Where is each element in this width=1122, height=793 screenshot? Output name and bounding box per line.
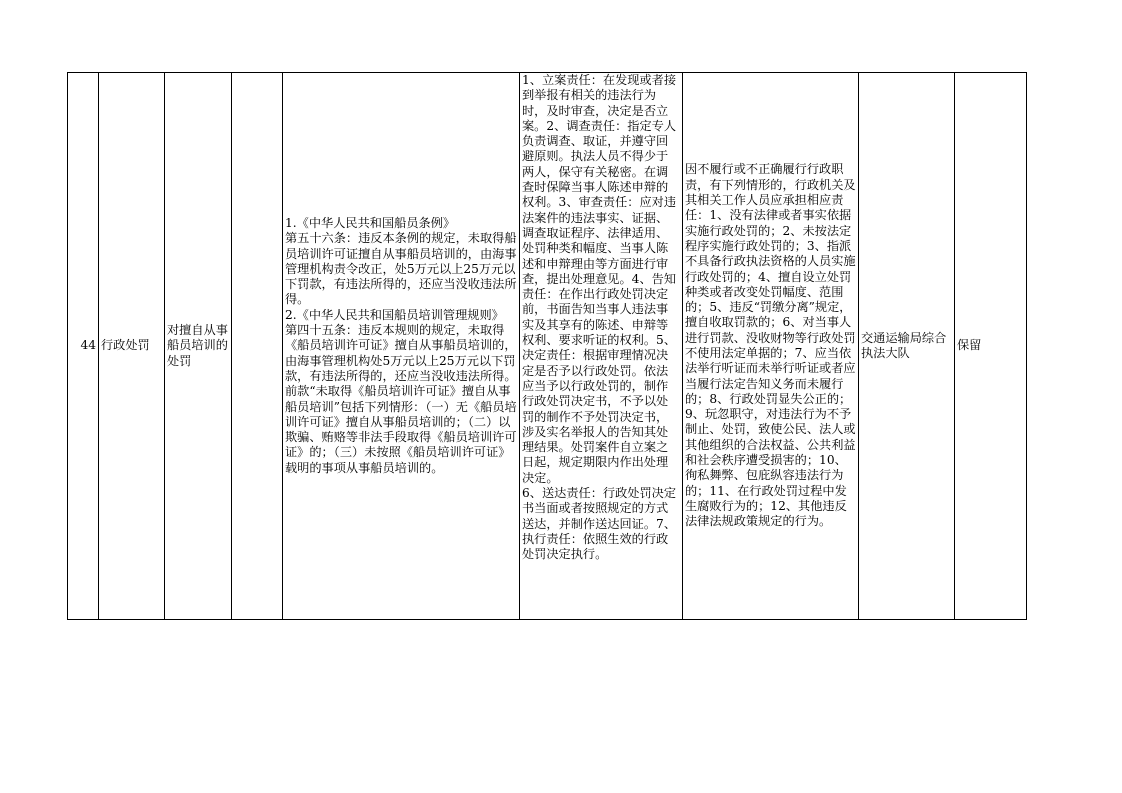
responsibility-paragraph: 1、立案责任：在发现或者接到举报有相关的违法行为时，及时审查，决定是否立案。2、调查责任：指定专人负责调查、取证，并遵守回避原则。执法人员不得少于两人，保守有关秘密。在调查时保障当事人陈述申辩的权利。3、审查责任：应对违法案件的违法事实、证据、调查取证程序、法律适用、处罚种类和幅度、当事人陈述和申辩理由等方面进行审查，提出处理意见。4、告知责任：在作出行政处罚决定前，书面告知当事人违法事实及其享有的陈述、申辩等权利、要求听证的权利。5、决定责任：根据审理情况决定是否予以行政处罚。依法应当予以行政处罚的，制作行政处罚决定书，不予以处罚的制作不予处罚决定书，涉及实名举报人的告知其处理结果。处罚案件自立案之日起，规定期限内作出处理决定。: [522, 73, 677, 485]
legal-basis-line: 2.《中华人民共和国船员培训管理规则》: [285, 307, 504, 322]
implementing-body: 交通运输局综合执法大队: [859, 73, 955, 620]
sub-item-cell: [232, 73, 283, 620]
legal-basis-line: 第四十五条：违反本规则的规定，未取得《船员培训许可证》擅自从事船员培训的，由海事管理机构处5万元以上25万元以下罚款，有违法所得的，还应当没收违法所得。: [285, 323, 517, 383]
power-category: 行政处罚: [99, 73, 165, 620]
liability-cell: 因不履行或不正确履行行政职责，有下列情形的，行政机关及其相关工作人员应承担相应责任：1、没有法律或者事实依据实施行政处罚的；2、未按法定程序实施行政处罚的；3、指派不具备行政执法资格的人员实施行政处罚的；4、擅自设立处罚种类或者改变处罚幅度、范围的；5、违反“罚缴分离”规定，擅自收取罚款的；6、对当事人进行罚款、没收财物等行政处罚不使用法定单据的；7、应当依法举行听证而未举行听证或者应当履行法定告知义务而未履行的；8、行政处罚显失公正的；9、玩忽职守，对违法行为不予制止、处罚，致使公民、法人或其他组织的合法权益、公共利益和社会秩序遭受损害的；10、徇私舞弊、包庇纵容违法行为的；11、在行政处罚过程中发生腐败行为的；12、其他违反法律法规政策规定的行为。: [683, 73, 859, 620]
row-index: 44: [68, 73, 99, 620]
item-status: 保留: [955, 73, 1027, 620]
responsibility-cell: [520, 73, 683, 620]
table-row: [68, 73, 1027, 620]
power-list-sheet: [67, 72, 1026, 620]
responsibility-text: [522, 73, 680, 619]
legal-basis-line: 1.《中华人民共和国船员条例》: [285, 215, 456, 230]
legal-basis-line: 第五十六条：违反本条例的规定，未取得船员培训许可证擅自从事船员培训的，由海事管理机构责令改正，处5万元以上25万元以下罚款，有违法所得的，还应当没收违法所得。: [285, 231, 517, 307]
power-list-table: [67, 72, 1027, 620]
power-item-name: 对擅自从事船员培训的处罚: [165, 73, 232, 620]
legal-basis-line: 前款“未取得《船员培训许可证》擅自从事船员培训”包括下列情形：（一）无《船员培训许可证》擅自从事船员培训的；（二）以欺骗、贿赂等非法手段取得《船员培训许可证》的；（三）未按照《船员培训许可证》载明的事项从事船员培训的。: [285, 384, 517, 475]
responsibility-paragraph: 6、送达责任：行政处罚决定书当面或者按照规定的方式送达，并制作送达回证。7、执行责任：依照生效的行政处罚决定执行。: [522, 486, 677, 562]
legal-basis-cell: [283, 73, 520, 620]
